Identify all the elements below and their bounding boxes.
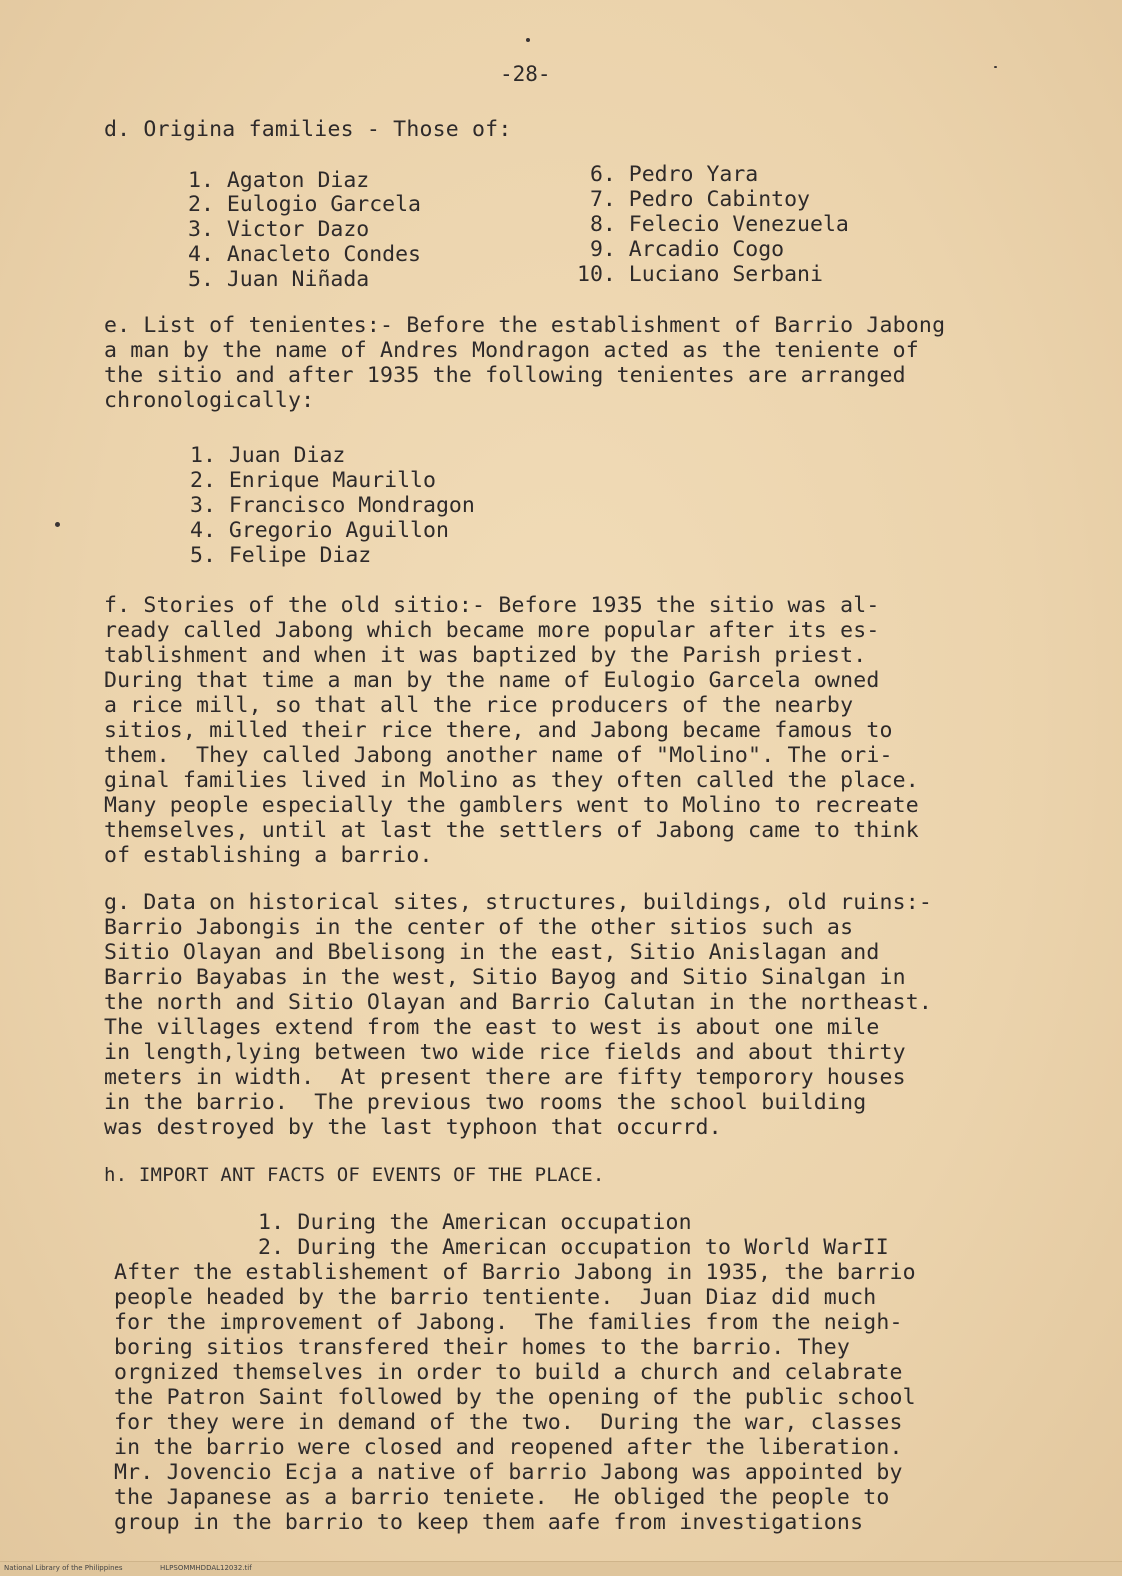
family-list-item: 4. Anacleto Condes [188,242,421,267]
section-h-subitem: 2. During the American occupation to World WarII [258,1235,889,1260]
section-h-line: After the establishement of Barrio Jabong in 1935, the barrio [114,1260,916,1285]
family-list-item: 5. Juan Niñada [188,267,370,292]
section-h-line: boring sitios transfered their homes to the barrio. They [114,1335,851,1360]
section-f-line: During that time a man by the name of Eulogio Garcela owned [104,668,880,693]
ink-speck [526,38,530,42]
section-e-line: chronologically: [104,388,315,413]
section-e-line: e. List of tenientes:- Before the establishment of Barrio Jabong [104,313,946,338]
section-h-line: group in the barrio to keep them aafe from investigations [114,1510,864,1535]
section-g-line: g. Data on historical sites, structures, buildings, old ruins:- [104,890,933,915]
section-h-line: for the improvement of Jabong. The families from the neigh- [114,1310,903,1335]
section-f-line: Many people especially the gamblers went to Molino to recreate [104,793,919,818]
teniente-list-item: 5. Felipe Diaz [190,543,372,568]
section-g-line: Sitio Olayan and Bbelisong in the east, Sitio Anislagan and [104,940,880,965]
section-h-line: the Japanese as a barrio teniete. He obliged the people to [114,1485,890,1510]
family-list-item: 10. Luciano Serbani [577,262,823,287]
section-f-line: tablishment and when it was baptized by the Parish priest. [104,643,867,668]
section-g-line: the north and Sitio Olayan and Barrio Calutan in the northeast. [104,990,933,1015]
teniente-list-item: 1. Juan Diaz [190,443,346,468]
section-f-line: themselves, until at last the settlers of Jabong came to think [104,818,919,843]
footer-filename: HLPSOMMHDDAL12032.tif [160,1564,252,1572]
section-f-line: ready called Jabong which became more popular after its es- [104,618,880,643]
teniente-list-item: 2. Enrique Maurillo [190,468,436,493]
family-list-item: 8. Felecio Venezuela [577,212,849,237]
section-h-subitem: 1. During the American occupation [258,1210,692,1235]
section-g-line: was destroyed by the last typhoon that occurrd. [104,1115,722,1140]
section-f-line: ginal families lived in Molino as they often called the place. [104,768,919,793]
section-e-line: a man by the name of Andres Mondragon acted as the teniente of [104,338,919,363]
section-g-line: The villages extend from the east to west is about one mile [104,1015,880,1040]
section-f-line: a rice mill, so that all the rice producers of the nearby [104,693,854,718]
family-list-item: 1. Agaton Diaz [188,168,370,193]
section-h-line: people headed by the barrio tentiente. Juan Diaz did much [114,1285,877,1310]
section-g-line: meters in width. At present there are fifty temporory houses [104,1065,906,1090]
section-f-line: them. They called Jabong another name of "Molino". The ori- [104,743,893,768]
section-h-line: orgnized themselves in order to build a church and celabrate [114,1360,903,1385]
family-list-item: 9. Arcadio Cogo [577,237,785,262]
section-h-line: for they were in demand of the two. During the war, classes [114,1410,903,1435]
family-list-item: 6. Pedro Yara [577,162,759,187]
section-d-heading: d. Origina families - Those of: [104,117,512,142]
family-list-item: 7. Pedro Cabintoy [577,187,810,212]
section-f-line: of establishing a barrio. [104,843,433,868]
section-g-line: Barrio Jabongis in the center of the other sitios such as [104,915,854,940]
section-f-line: f. Stories of the old sitio:- Before 1935 the sitio was al- [104,593,880,618]
section-g-line: in length,lying between two wide rice fields and about thirty [104,1040,906,1065]
section-h-heading: h. IMPORT ANT FACTS OF EVENTS OF THE PLACE. [104,1164,605,1186]
teniente-list-item: 3. Francisco Mondragon [190,493,475,518]
family-list-item: 2. Eulogio Garcela [188,192,421,217]
section-g-line: Barrio Bayabas in the west, Sitio Bayog and Sitio Sinalgan in [104,965,906,990]
section-f-line: sitios, milled their rice there, and Jabong became famous to [104,718,893,743]
ink-speck [55,522,60,527]
section-e-line: the sitio and after 1935 the following tenientes are arranged [104,363,906,388]
section-h-line: the Patron Saint followed by the opening of the public school [114,1385,916,1410]
section-g-line: in the barrio. The previous two rooms the school building [104,1090,867,1115]
scan-footer [0,1561,1122,1576]
page-number: -28- [500,62,551,86]
family-list-item: 3. Victor Dazo [188,217,370,242]
teniente-list-item: 4. Gregorio Aguillon [190,518,449,543]
section-h-line: Mr. Jovencio Ecja a native of barrio Jabong was appointed by [114,1460,903,1485]
footer-source: National Library of the Philippines [4,1564,123,1572]
section-h-line: in the barrio were closed and reopened after the liberation. [114,1435,903,1460]
ink-speck [994,66,997,68]
